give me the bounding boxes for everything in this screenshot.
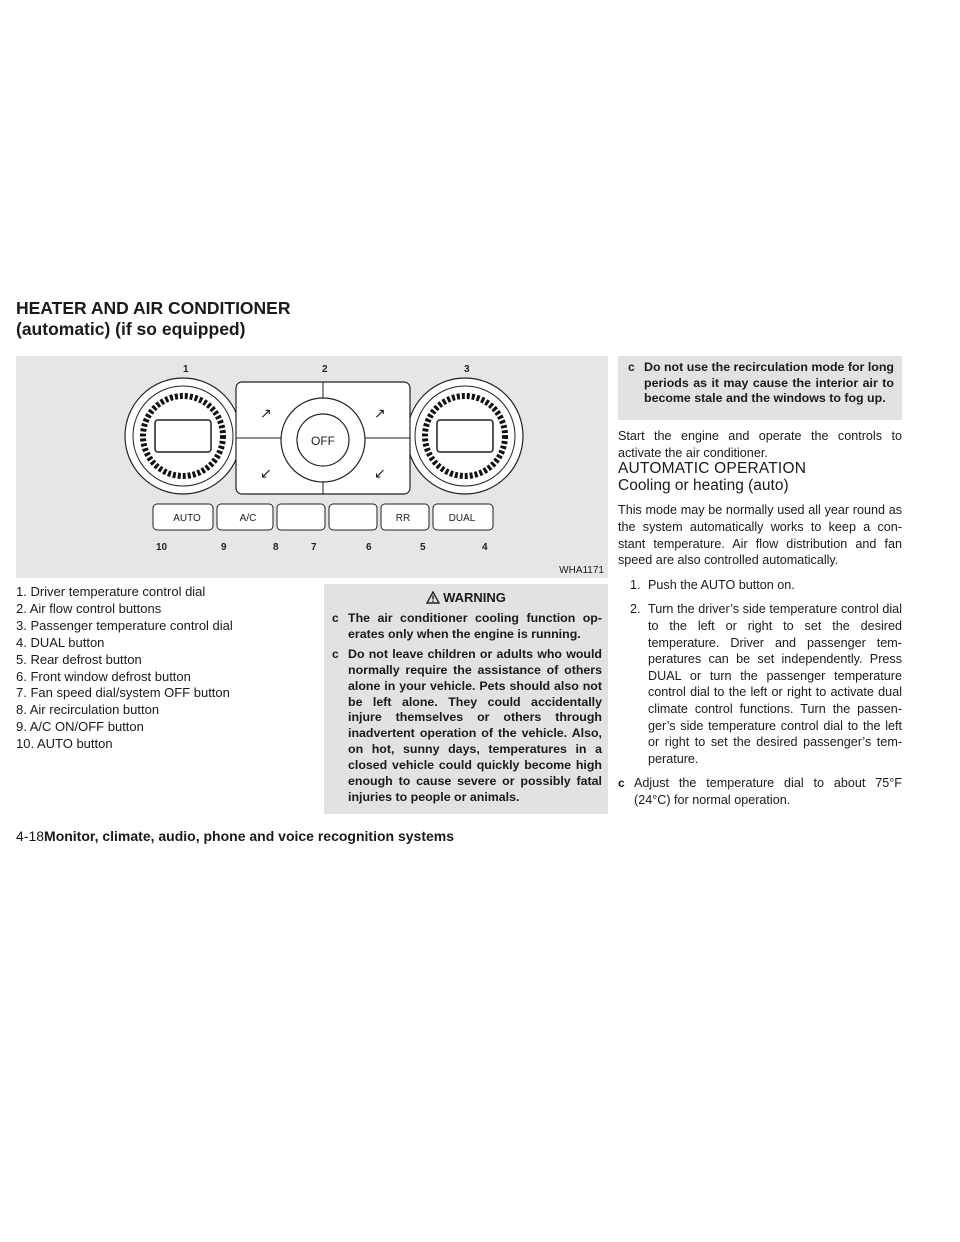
bottom-button-row [153, 504, 493, 530]
chapter-title: Monitor, climate, audio, phone and voice recognition systems [44, 828, 454, 844]
callout-9: 9 [221, 542, 227, 553]
legend-item: 2. Air flow control buttons [16, 600, 162, 616]
section-title-line1: HEATER AND AIR CONDITIONER [16, 298, 291, 318]
step-item: 2. Turn the driver’s side temperature control dial to the left or right to set the desired temperature. Driver and passenger tem-peratures can be set independently. Press DUAL or turn the passenger temperature control dial to the left or right to activate dual climate control functions. Turn the passen-ger’s side temperature control dial to the left or right to set the desired passenger’s tem-perature. [630, 602, 902, 766]
figure-dual-label: DUAL [448, 513, 476, 524]
climate-control-figure [16, 356, 608, 578]
step-item: 1. Push the AUTO button on. [630, 577, 795, 592]
heading-cooling-heating: Cooling or heating (auto) [618, 476, 789, 494]
driver-temperature-dial [125, 378, 241, 494]
svg-text:↗: ↗ [260, 405, 272, 421]
callout-1: 1 [183, 364, 189, 375]
warning-list [324, 611, 608, 806]
warning-icon [426, 591, 440, 604]
warning-title-text: WARNING [443, 590, 506, 605]
callout-7: 7 [311, 542, 317, 553]
figure-ac-label: A/C [239, 513, 257, 524]
callout-8: 8 [273, 542, 279, 553]
auto-mode-paragraph: This mode may be normally used all year round as the system automatically works to keep a con-stant temperature. Air flow distribution and fan speed are also controlled automatically. [618, 503, 902, 568]
legend-item: 8. Air recirculation button [16, 702, 160, 718]
svg-text:↙: ↙ [374, 465, 386, 481]
warning-item: c Do not leave children or adults who would normally require the assistance of others alone in your vehicle. Pets should also not be left alone. They could accidentally injure themselves or others through inadvertent operation of the vehicle. Also, on hot, sunny days, temperatures in a closed vehicle could quickly become high enough to cause severe or possibly fatal injuries to people or animals. [332, 646, 602, 804]
legend-item: 3. Passenger temperature control dial [16, 617, 233, 633]
caution-item: c Do not use the recirculation mode for long periods as it may cause the interior air to become stale and the windows to fog up. [628, 360, 894, 406]
heading-automatic-operation: AUTOMATIC OPERATION [618, 460, 807, 478]
steps-list [618, 577, 902, 768]
legend-item: 10. AUTO button [16, 736, 113, 752]
legend-item: 7. Fan speed dial/system OFF button [16, 685, 230, 701]
section-title-line2: (automatic) (if so equipped) [16, 319, 246, 339]
callout-3: 3 [464, 364, 470, 375]
caution-box [618, 356, 902, 420]
warning-item: c The air conditioner cooling function op-erates only when the engine is running. [332, 611, 602, 641]
callout-4: 4 [482, 542, 488, 553]
bullet-icon: c [332, 611, 339, 625]
right-column [618, 428, 902, 808]
svg-text:↗: ↗ [374, 405, 386, 421]
passenger-temperature-dial [407, 378, 523, 494]
callout-5: 5 [420, 542, 426, 553]
legend-list [16, 584, 316, 753]
legend-item: 5. Rear defrost button [16, 651, 142, 667]
air-flow-panel [236, 382, 410, 494]
page-footer [16, 828, 454, 844]
svg-text:↙: ↙ [260, 465, 272, 481]
fan-off-label: OFF [311, 434, 335, 448]
figure-code: WHA1171 [559, 565, 604, 576]
legend-item: 9. A/C ON/OFF button [16, 719, 144, 735]
legend-item: 6. Front window defrost button [16, 668, 191, 684]
bullet-icon: c [628, 360, 635, 374]
bullet-icon: c [618, 776, 625, 791]
section-title [16, 298, 291, 340]
intro-paragraph: Start the engine and operate the controls to activate the air conditioner. [618, 429, 902, 460]
warning-title [324, 590, 608, 605]
legend-item: 1. Driver temperature control dial [16, 584, 206, 599]
warning-box [324, 584, 608, 814]
tip-item: c Adjust the temperature dial to about 75°F (24°C) for normal operation. [618, 776, 902, 807]
page-number: 4-18 [16, 828, 45, 844]
figure-rr-label: RR [395, 513, 411, 524]
legend-item: 4. DUAL button [16, 634, 105, 650]
bullet-icon: c [332, 646, 339, 661]
callout-2: 2 [322, 364, 328, 375]
figure-auto-label: AUTO [173, 513, 201, 524]
climate-panel-illustration [16, 356, 608, 578]
callout-6: 6 [366, 542, 372, 553]
callout-10: 10 [156, 542, 168, 553]
